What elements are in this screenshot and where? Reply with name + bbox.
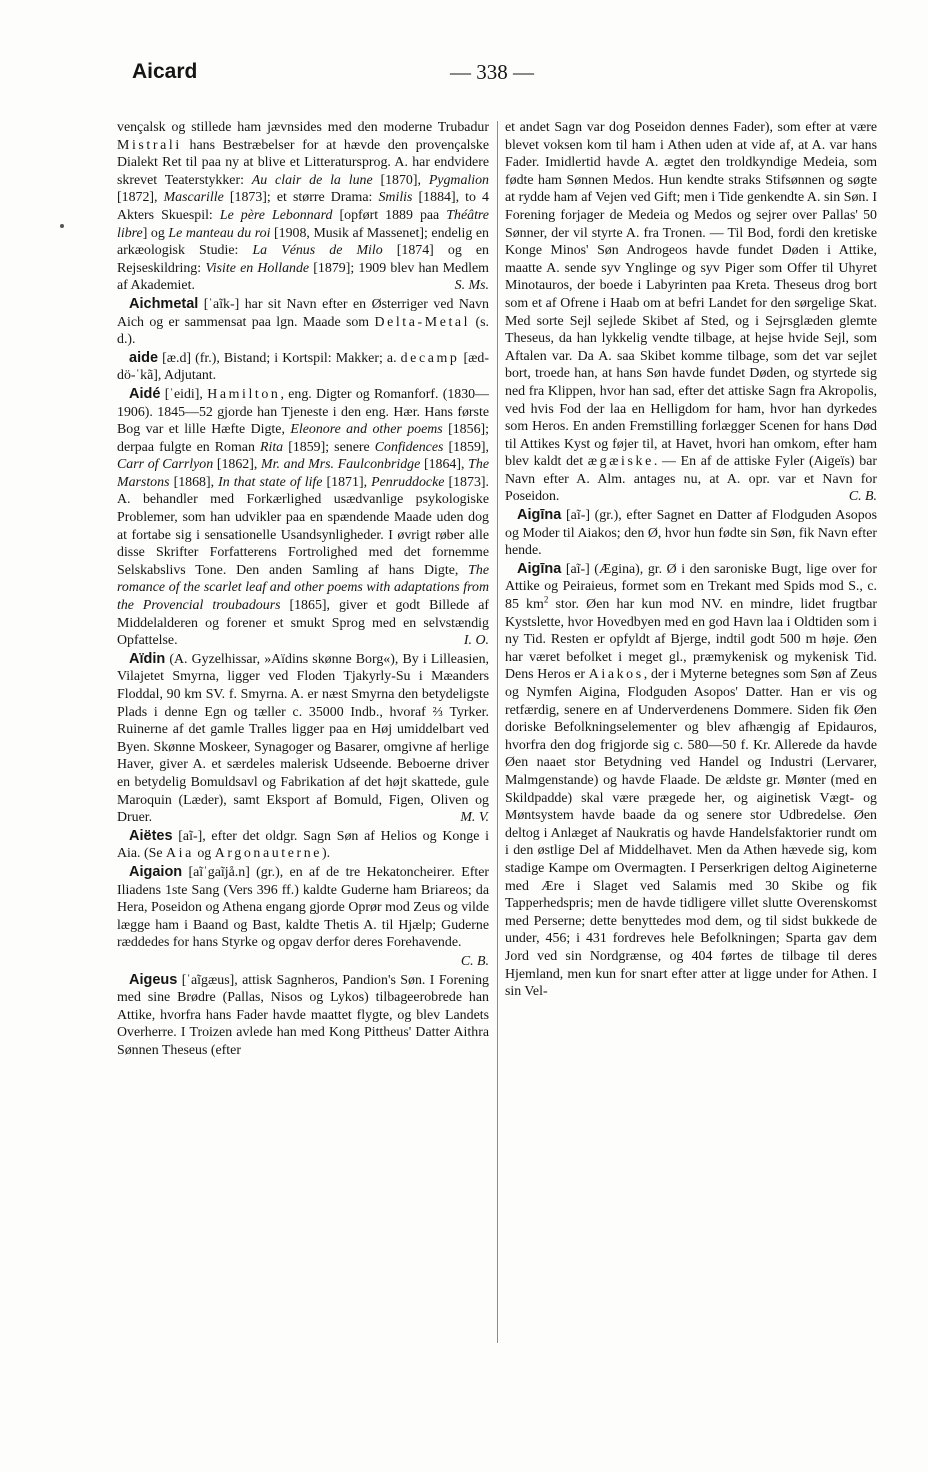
headword: Aiëtes [129, 827, 173, 844]
entry-aigina-island: Aigīna [aĩ-] (Ægina), gr. Ø i den saroniske Bugt, lige over for Attike og Peiraieus, formet som en Trekant med Spids mod S., c. 85 $km^2$ stor. Øen har kun mod NV. en mindre, lidet frugtbar Kystslette, hvor Hovedbyen med en god Havn laa i Oldtiden som i ny Tid. Resten er opfyldt af Bjerge, indtil godt 500 m høje. Øen har været befolket i meget gl., præmykenisk og mykenisk Tid. Dens Heros er Aiakos, der i Myterne betegnes som Søn af Zeus og Nymfen Aigina, Flodguden Asopos' Datter. Han er vis og retfærdig, senere en af Underverdenens Dommere. Siden fik Øen doriske Befolkningselementer og blev afhængig af Epidauros, hvorfra den dog frigjorde sig c. 580—50 f. Kr. Allerede da havde Øen naaet stor Betydning ved Handel og Industri (Lervarer, Malmgenstande) og havde Flaade. De ældste gr. Mønter (med en Skildpadde) skal være prægede her, og aiginetisk Vægt- og Møntsystem havde baade da og senere stor Udbredelse. Øen deltog i Anlæget af Naukratis og havde Handelsfaktorier rundt om i den østlige Del af Middelhavet. Men da Athen hævede sig, kom stadige Kampe om Overmagten. I Perserkrigen deltog Aigineterne med Ære i Slaget ved Salamis med 30 Skibe og fik Tapperhedspris; men de havde tidligere villet slutte Overenskomst med Perserne; dette benyttedes mod dem, og til sidst bukkede de under, 456; i 431 fordreves hele Befolkningen; Sparta gav dem Jord ved sin Nordgrænse, og 404 førtes de tilbage til deres Hjemland, men kun for snart efter atter at ligge under for Athen. I sin Vel- [505, 560, 877, 1000]
author-signature: C. B. [848, 489, 877, 505]
author-signature: S. Ms. [454, 278, 489, 294]
entry-aigeus-continued: et andet Sagn var dog Poseidon dennes Fader), som efter at være blevet voksen kom til ham i Athen uden at vide af, at A. var hans Fader. Imidlertid havde A. ægtet den troldkyndige Medeia, som fødte ham Sønnen Medos. Hun kendte straks Stifsønnen og søgte at rydde ham af Vejen ved Gift; men i Tide genkendte A. sin Søn. I Forening forjager de Medeia og Medos og sejrer over Pallas' 50 Sønner, der vil styrte A. fra Tronen. — Til Bod, fordi den kretiske Konge Minos' Søn Androgeos havde fundet Døden i Attike, maatte A. sende syv Ynglinge og syv Piger som Offer til Uhyret Minotauros, der boede i Labyrinten paa Kreta. Theseus drog bort som et af Ofrene i Haab om at befri Landet for den sørgelige Skat. Med sorte Sejl sejlede Skibet af Sted, og i Sejrsglæden glemte Theseus, da han lykkelig vendte tilbage, at hejse hvide Sejl, som Aftalen var. Da A. saa Skibet komme tilbage, som det var sejlet bort, troede han, at hans Søn havde fundet Døden, og styrtede sig ned fra Klippen, hvor han sad, efter det attiske Sagn fra Akropolis, ved hvis Fod der laa en Helligdom for ham, hvor han dyrkedes som Heros. En anden Fremstilling forlægger Scenen for hans Død til Attikes Kyst og føjer til, at Havet, hvori han omkom, efter ham blev kaldt det ægæiske. — En af de attiske Fyler (Aigeïs) bar Navn efter A. Alm. antages nu, at A. opr. var et Navn for Poseidon. C. B. [505, 120, 877, 505]
entry-aichmetal: Aichmetal [ˈaĩk-] har sit Navn efter en Østerriger ved Navn Aich og er sammensat paa lgn. Maade som Delta-Metal (s. d.). [117, 295, 489, 348]
author-signature: C. B. [460, 953, 489, 969]
author-signature: M. V. [460, 810, 489, 826]
headword: Aidé [129, 385, 161, 402]
entry-aide: aide [æ.d] (fr.), Bistand; i Kortspil: Makker; a. decamp [æd-dö-ˈkã], Adjutant. [117, 349, 489, 384]
text-columns [117, 119, 876, 1349]
headword: Aïdin [129, 650, 166, 667]
entry-aigeus: Aigeus [ˈaĩgæus], attisk Sagnheros, Pandion's Søn. I Forening med sine Brødre (Pallas, Nisos og Lykos) tilbageerobrede han Attike, hvorfra hans Fader havde maattet flygte, og blev Landets Overherre. I Troizen avlede han med Kong Pittheus' Datter Aithra Sønnen Theseus (efter [117, 971, 489, 1058]
entry-aigina-myth: Aigīna [aĩ-] (gr.), efter Sagnet en Datter af Flodguden Asopos og Moder til Aiakos; den Ø, hvor hun fødte sin Søn, fik Navn efter hende. [505, 507, 877, 559]
entry-aigaion: Aigaion [aĩˈgaĩjå.n] (gr.), en af de tre Hekatoncheirer. Efter Iliadens 1ste Sang (Vers 396 ff.) kaldte Guderne ham Briareos; da Hera, Poseidon og Athena engang gjorde Oprør mod Zeus og vilde lægge ham i Baand og Bast, kaldte Thetis A. til Hjælp; Guderne ræddedes for hans Styrke og opgav derfor deres Forehavende. [117, 863, 489, 951]
headword: aide [129, 349, 159, 366]
entry-aietes: Aiëtes [aĩ-], efter det oldgr. Sagn Søn af Helios og Konge i Aia. (Se Aia og Argonauterne). [117, 827, 489, 862]
headword: Aigaion [129, 863, 183, 880]
left-column [117, 119, 489, 1349]
margin-mark [60, 224, 64, 228]
column-divider [497, 121, 498, 1343]
entry-aidin: Aïdin (A. Gyzelhissar, »Aïdins skønne Borg«), By i Lilleasien, Vilajetet Smyrna, ligger ved Floden Tjakyrly-Su i Mæanders Floddal, 90 km SV. f. Smyrna. A. er næst Smyrna den betydeligste Plads i denne Egn og tæller c. 35000 Indb., hvoraf ⅔ Tyrker. Ruinerne af det gamle Tralles ligger paa en Høj umiddelbart ved Byen. Skønne Moskeer, Synagoger og Basarer, omgivne af herlige Haver, giver A. et særdeles malerisk Udseende. Beboerne driver en betydelig Bomuldsavl og Fabrikation af det højt skattede, gule Maroquin (Læder), samt Eksport af Bomuld, Figen, Oliven og Druer. M. V. [117, 650, 489, 826]
page-number: — 338 — [450, 60, 534, 84]
running-head [132, 60, 852, 96]
author-signature: I. O. [463, 633, 489, 649]
entry-aicard-continued: vençalsk og stillede ham jævnsides med den moderne Trubadur Mistrali hans Bestræbelser for at hævde den provençalske Dialekt Ret til paa ny at blive et Litteratursprog. A. har endvidere skrevet Teaterstykker: Au clair de la lune [1870], Pygmalion [1872], Mascarille [1873]; et større Drama: Smilis [1884], to 4 Akters Skuespil: Le père Lebonnard [opført 1889 paa Théâtre libre] og Le manteau du roi [1908, Musik af Massenet]; endelig en arkæologisk Studie: La Vénus de Milo [1874] og en Rejseskildring: Visite en Hollande [1879]; 1909 blev han Medlem af Akademiet. S. Ms. [117, 120, 489, 294]
headword: Aigeus [129, 971, 178, 988]
right-column [505, 119, 877, 1349]
headword: Aichmetal [129, 295, 199, 312]
headword: Aigīna [517, 560, 562, 577]
head-word: Aicard [132, 60, 198, 83]
headword: Aigīna [517, 507, 562, 524]
entry-aide-hamilton: Aidé [ˈeidi], Hamilton, eng. Digter og Romanforf. (1830—1906). 1845—52 gjorde han Tjeneste i den eng. Hær. Hans første Bog var et lille Hæfte Digte, Eleonore and other poems [1856]; derpaa fulgte en Roman Rita [1859]; senere Confidences [1859], Carr of Carrlyon [1862], Mr. and Mrs. Faulconbridge [1864], The Marstons [1868], In that state of life [1871], Penruddocke [1873]. A. behandler med Forkærlighed usædvanlige psykologiske Problemer, som han udvikler paa en spændende Maade uden dog at fortabe sig i sensationelle Usandsynligheder. I øvrigt røber alle disse Skrifter Forfatterens Fortrolighed med det fornemme Selskabslivs Tone. Den anden Samling af hans Digte, The romance of the scarlet leaf and other poems with adaptations from the Provencial troubadours [1865], giver et godt Billede af Middelalderen og forener et smukt Sprog med en selvstændig Opfattelse. I. O. [117, 385, 489, 649]
